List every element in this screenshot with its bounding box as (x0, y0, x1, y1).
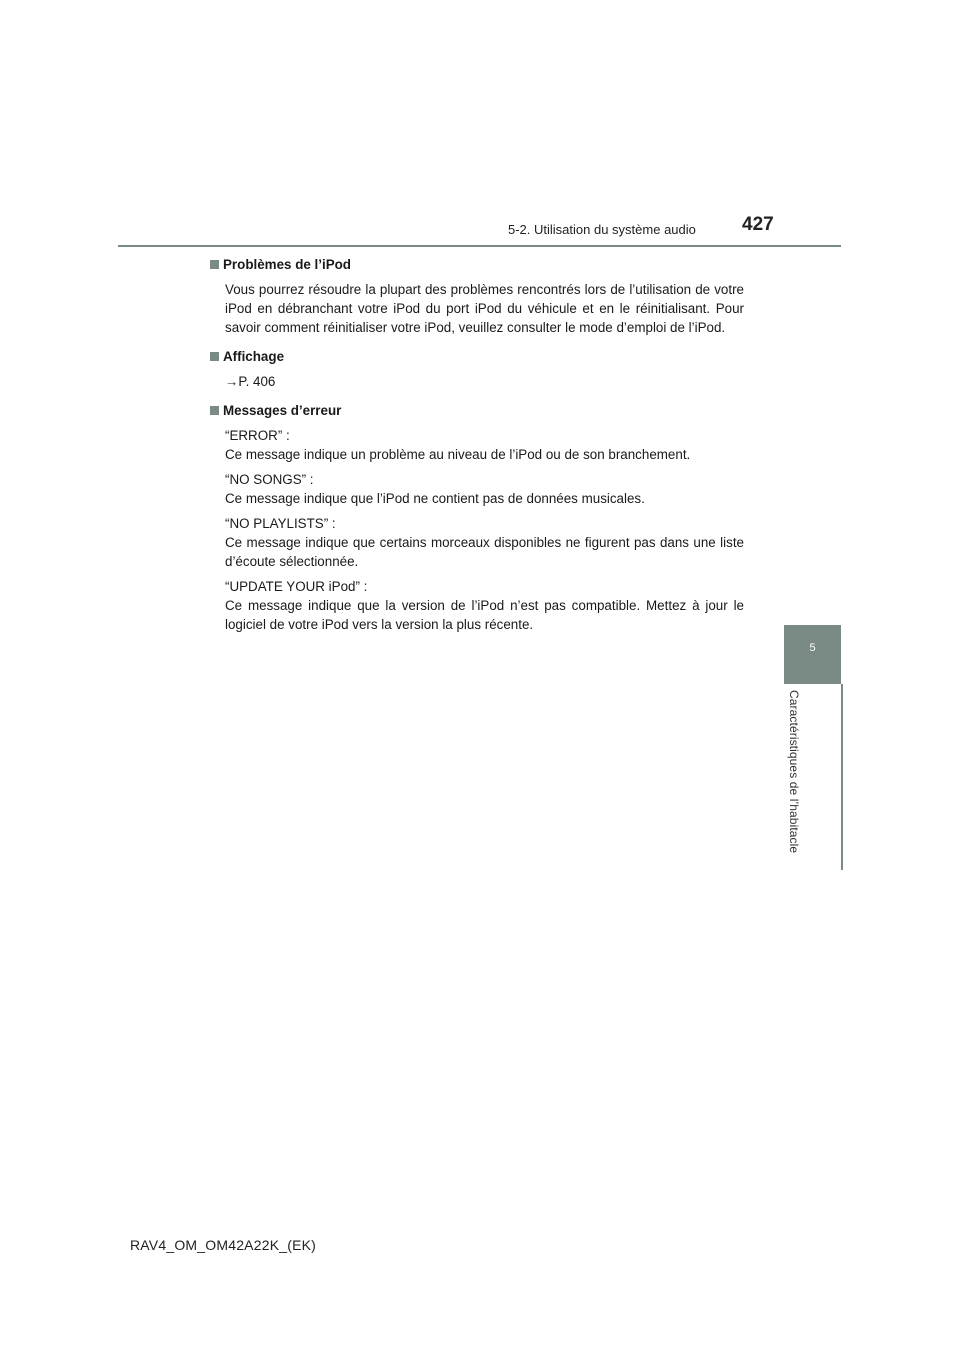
header-section-title: 5-2. Utilisation du système audio (508, 222, 696, 237)
paragraph-line: →P. 406 (225, 374, 276, 389)
main-content (210, 255, 744, 644)
paragraph-line: “NO SONGS” : (225, 472, 314, 487)
page-number: 427 (742, 214, 774, 235)
document-code: RAV4_OM_OM42A22K_(EK) (130, 1237, 317, 1253)
section-title (210, 401, 744, 420)
paragraph-line: Ce message indique que l’iPod ne contient pas de données musicales. (225, 491, 645, 506)
section (210, 401, 744, 634)
chapter-number: 5 (809, 642, 816, 654)
chapter-tab (784, 625, 841, 684)
square-bullet-icon (210, 352, 219, 361)
paragraph-line: Ce message indique que la version de l’iPod n’est pas compatible. Mettez à jour le logiciel de votre iPod vers la version la plus récente. (225, 598, 744, 632)
paragraph-line: “ERROR” : (225, 428, 290, 443)
section (210, 255, 744, 337)
square-bullet-icon (210, 406, 219, 415)
paragraph (225, 577, 744, 634)
section (210, 347, 744, 391)
square-bullet-icon (210, 260, 219, 269)
paragraph (225, 470, 744, 508)
paragraph-line: Ce message indique un problème au niveau de l’iPod ou de son branchement. (225, 447, 691, 462)
section-title-text: Problèmes de l’iPod (223, 257, 351, 272)
paragraph (225, 372, 744, 391)
paragraph-line: “NO PLAYLISTS” : (225, 516, 336, 531)
paragraph-line: “UPDATE YOUR iPod” : (225, 579, 368, 594)
chapter-tab-edge (841, 684, 843, 870)
section-title-text: Affichage (223, 349, 285, 364)
paragraph (225, 280, 744, 337)
section-title (210, 347, 744, 366)
paragraph-line: Vous pourrez résoudre la plupart des problèmes rencontrés lors de l’utilisation de votre iPod en débranchant votre iPod du port iPod du véhicule et en le réinitialisant. Pour savoir comment réinitialiser votre iPod, veuillez consulter le mode d’emploi de l’iPod. (225, 282, 744, 335)
paragraph (225, 514, 744, 571)
chapter-label: Caractéristiques de l’habitacle (787, 690, 801, 854)
header-divider (118, 245, 841, 247)
section-title-text: Messages d’erreur (223, 403, 342, 418)
section-title (210, 255, 744, 274)
paragraph-line: Ce message indique que certains morceaux disponibles ne figurent pas dans une liste d’écoute sélectionnée. (225, 535, 744, 569)
paragraph (225, 426, 744, 464)
